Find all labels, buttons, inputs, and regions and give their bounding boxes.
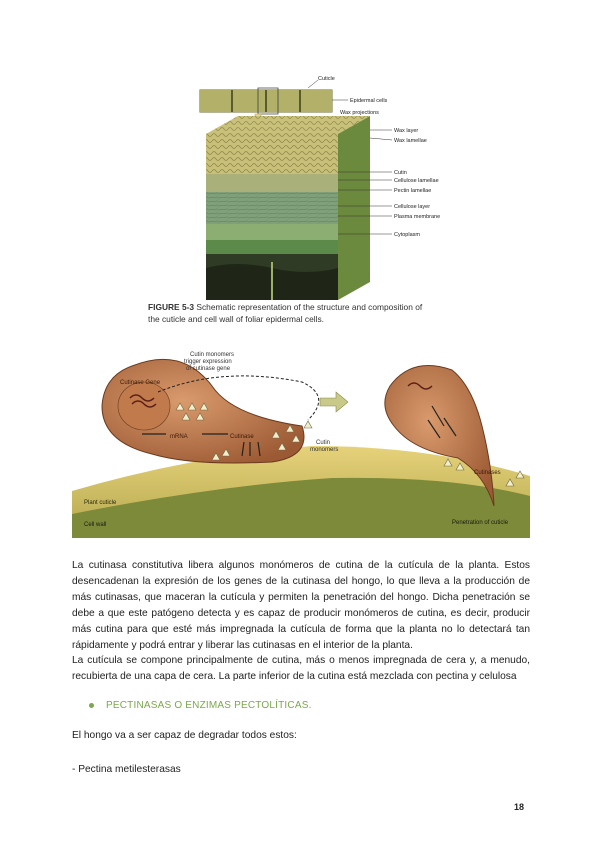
bullet-heading-text: PECTINASAS O ENZIMAS PECTOLÍTICAS. [106,700,312,711]
cuticle-structure-figure [148,72,458,330]
bullet-dot-icon [89,703,94,708]
cutinase-mechanism-figure [72,346,530,538]
label-wax-projections: Wax projections [340,110,379,116]
label-pectin-lamellae: Pectin lamellae [394,188,432,194]
label-cutinase: Cutinase [230,434,254,440]
label-plant-cuticle: Plant cuticle [84,500,117,506]
epidermal-cells-strip [200,88,332,114]
label-cellulose-layer: Cellulose layer [394,204,431,210]
label-penetration-of-cuticle: Penetration of cuticle [452,520,509,526]
figure1-caption-line1: FIGURE 5-3 Schematic representation of the structure and composition of [148,302,423,312]
text-line-1: El hongo va a ser capaz de degradar todos estos: [72,730,297,741]
label-cytoplasm: Cytoplasm [394,232,420,238]
page-number: 18 [514,802,525,812]
label-cellulose-lamellae: Cellulose lamellae [394,178,439,184]
label-mrna: mRNA [170,434,188,440]
body-text [72,558,530,685]
label-cutinase-gene: Cutinase Gene [120,380,161,386]
label-cutin: Cutin [394,170,407,176]
label-wax-layer: Wax layer [394,128,419,134]
paragraph-2: La cutícula se compone principalmente de cutina, más o menos impregnada de cera y, a menudo, recubierta de una capa de cera. La parte inferior de la cutina está mezclada con pectina y celulosa [72,655,530,683]
label-wax-lamellae: Wax lamellae [394,138,427,144]
label-cuticle: Cuticle [318,76,335,82]
label-cutinases: Cutinases [474,470,501,476]
label-cell-wall: Cell wall [84,522,107,528]
cuticle-block [206,116,370,300]
label-cutin-monomers: Cutin monomers [310,440,339,453]
paragraph-1: La cutinasa constitutiva libera algunos monómeros de cutina de la cutícula de la planta. Estos desencadenan la expresión de los genes de la cutinasa del hongo, lo que lleva a la producción de más cutinasas, que maceran la cutícula y permiten la penetración del hongo. Dicha penetración se debe a que este patógeno detecta y es capaz de producir monómeros de cutina, es decir, producir más cutina para que esté más impregnada la cutícula de forma que la planta no lo detectará tan rápidamente y podrá entrar y liberar las cutinasas en el interior de la planta. [72,560,530,651]
text-line-2: - Pectina metilesterasas [72,764,181,775]
label-cutin-monomers-trigger: Cutin monomers trigger expression of cutinase gene [184,352,235,372]
bullet-heading [89,700,312,711]
label-plasma-membrane: Plasma membrane [394,214,441,220]
label-epidermal-cells: Epidermal cells [350,98,388,104]
figure1-caption-line2: the cuticle and cell wall of foliar epidermal cells. [148,314,324,324]
